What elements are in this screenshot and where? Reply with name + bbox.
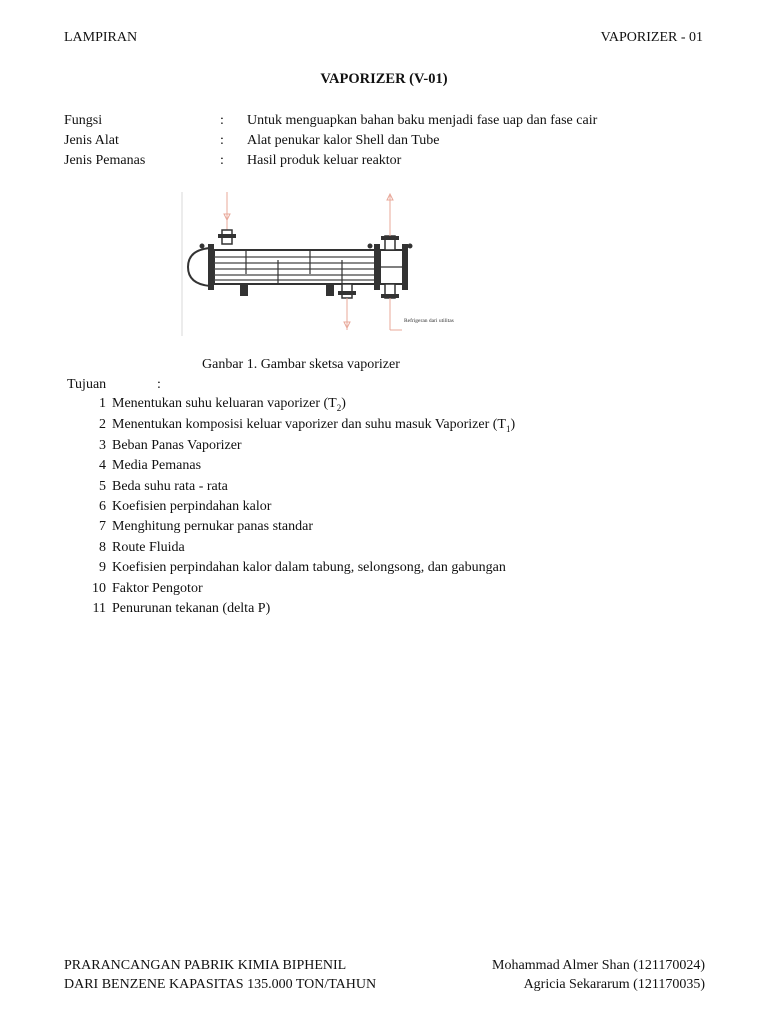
list-item-text: Menentukan suhu keluaran vaporizer (T: [112, 396, 337, 411]
header-left: LAMPIRAN: [64, 30, 138, 45]
list-item-number: 7: [99, 519, 106, 534]
info-value-fungsi: Untuk menguapkan bahan baku menjadi fase uap dan fase cair: [247, 113, 598, 128]
list-item-number: 3: [99, 438, 106, 453]
info-value-jenis-pemanas: Hasil produk keluar reaktor: [247, 153, 402, 168]
list-item: [64, 579, 203, 599]
footer-right-line2: Agricia Sekararum (121170035): [523, 977, 705, 992]
list-item-number: 1: [99, 396, 106, 411]
list-item-subscript: 1: [505, 423, 511, 434]
figure-annotation: Refrigeran dari utilitas: [404, 318, 454, 324]
list-item: [64, 497, 271, 517]
info-sep: :: [220, 113, 224, 128]
info-value-jenis-alat: Alat penukar kalor Shell dan Tube: [247, 133, 440, 148]
list-item-number: 5: [99, 479, 106, 494]
list-item: [64, 538, 185, 558]
list-item: [64, 436, 242, 456]
list-item-text: Media Pemanas: [112, 458, 202, 473]
footer-left-line2: DARI BENZENE KAPASITAS 135.000 TON/TAHUN: [64, 977, 377, 992]
list-item-number: 6: [99, 499, 106, 514]
footer-right-line1: Mohammad Almer Shan (121170024): [492, 958, 705, 973]
list-item: [64, 394, 346, 414]
list-item: [64, 558, 506, 578]
info-sep: :: [220, 133, 224, 148]
list-item: [64, 456, 201, 476]
list-item: [64, 599, 270, 619]
tujuan-sep: :: [157, 377, 161, 392]
list-item-number: 4: [99, 458, 106, 473]
list-item-number: 9: [99, 560, 106, 575]
header-right: VAPORIZER - 01: [600, 30, 703, 45]
info-label-jenis-pemanas: Jenis Pemanas: [64, 153, 146, 168]
list-item-suffix: ): [510, 417, 516, 432]
list-item-number: 8: [99, 540, 106, 555]
list-item-number: 11: [92, 601, 106, 616]
info-sep: :: [220, 153, 224, 168]
figure-caption: Ganbar 1. Gambar sketsa vaporizer: [202, 357, 400, 372]
list-item: [64, 517, 313, 537]
list-item-text: Menghitung pernukar panas standar: [112, 519, 313, 534]
list-item: [64, 477, 228, 497]
list-item-text: Beda suhu rata - rata: [112, 479, 228, 494]
list-item-text: Koefisien perpindahan kalor dalam tabung, selongsong, dan gabungan: [112, 560, 506, 575]
list-item-text: Menentukan komposisi keluar vaporizer dan suhu masuk Vaporizer (T: [112, 417, 506, 432]
list-item: [64, 415, 515, 435]
list-item-subscript: 2: [336, 402, 342, 413]
tujuan-label: Tujuan: [67, 377, 107, 392]
info-label-fungsi: Fungsi: [64, 113, 103, 128]
list-item-text: Beban Panas Vaporizer: [112, 438, 242, 453]
vaporizer-sketch: [180, 190, 480, 340]
list-item-text: Koefisien perpindahan kalor: [112, 499, 272, 514]
list-item-text: Faktor Pengotor: [112, 581, 203, 596]
list-item-number: 2: [99, 417, 106, 432]
page-title: VAPORIZER (V-01): [320, 71, 448, 87]
footer-left-line1: PRARANCANGAN PABRIK KIMIA BIPHENIL: [64, 958, 347, 973]
list-item-number: 10: [92, 581, 106, 596]
info-label-jenis-alat: Jenis Alat: [64, 133, 119, 148]
list-item-text: Route Fluida: [112, 540, 185, 555]
list-item-text: Penurunan tekanan (delta P): [112, 601, 271, 616]
list-item-suffix: ): [341, 396, 346, 411]
